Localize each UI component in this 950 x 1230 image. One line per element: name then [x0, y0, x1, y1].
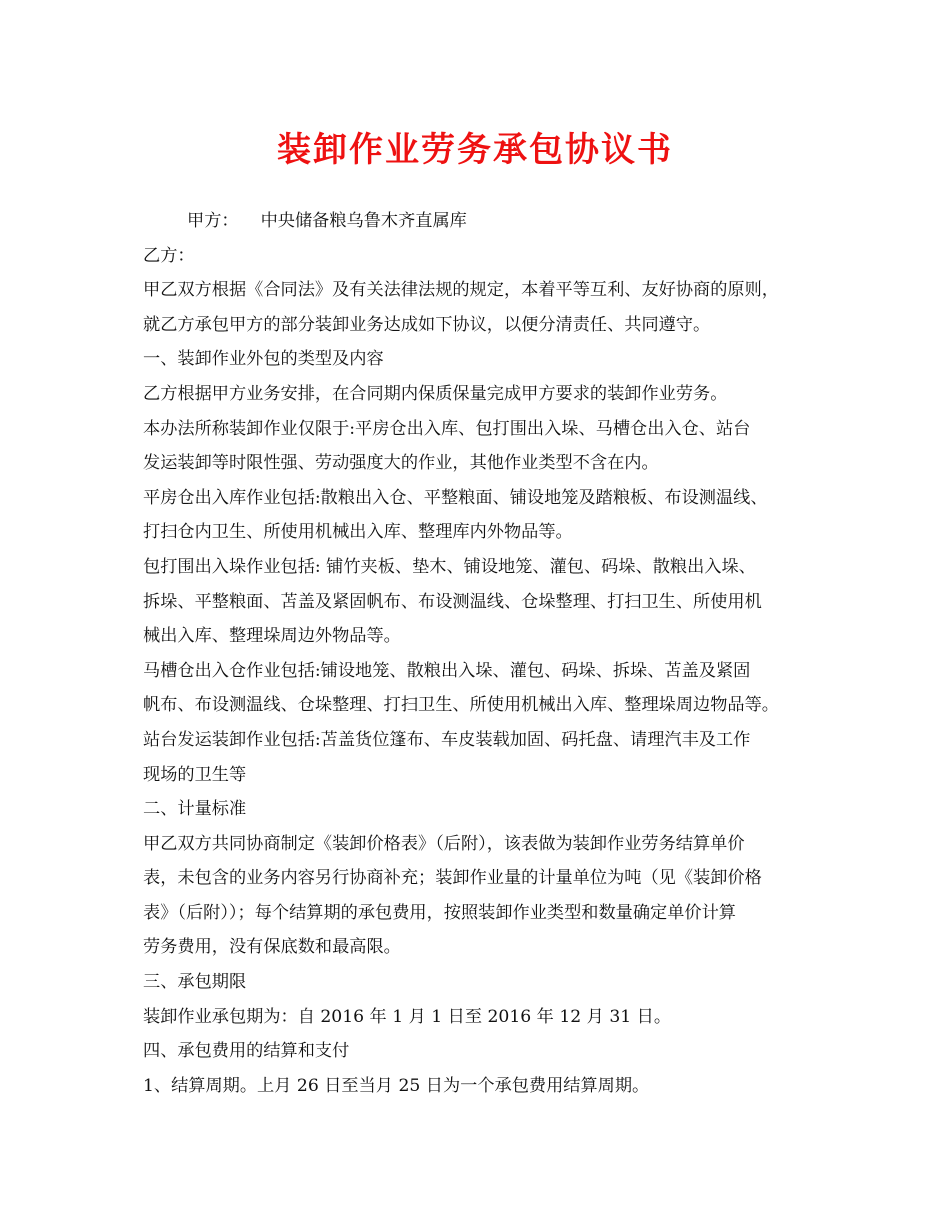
document-title: 装卸作业劳务承包协议书: [277, 130, 673, 170]
paragraph-line: 1、结算周期。上月 26 日至当月 25 日为一个承包费用结算周期。: [143, 1075, 650, 1096]
section-heading: 三、承包期限: [143, 972, 247, 993]
paragraph-line: 发运装卸等时限性强、劳动强度大的作业，其他作业类型不含在内。: [143, 453, 659, 474]
section-heading: 二、计量标准: [143, 799, 247, 820]
paragraph-line: 甲乙双方根据《合同法》及有关法律法规的规定，本着平等互利、友好协商的原则，: [143, 280, 779, 301]
paragraph-line: 现场的卫生等: [143, 764, 247, 785]
paragraph-line: 打扫仓内卫生、所使用机械出入库、整理库内外物品等。: [143, 522, 573, 543]
party-b-label: 乙方：: [143, 245, 195, 266]
section-heading: 一、装卸作业外包的类型及内容: [143, 349, 384, 370]
paragraph-line: 本办法所称装卸作业仅限于:平房仓出入库、包打围出入垛、马槽仓出入仓、站台: [143, 418, 751, 439]
paragraph-line: 站台发运装卸作业包括:苫盖货位篷布、车皮装载加固、码托盘、请理汽丰及工作: [143, 729, 751, 750]
paragraph-line: 拆垛、平整粮面、苫盖及紧固帆布、布设测温线、仓垛整理、打扫卫生、所使用机: [143, 591, 762, 612]
party-a-name: 中央储备粮乌鲁木齐直属库: [260, 211, 467, 231]
paragraph-line: 帆布、布设测温线、仓垛整理、打扫卫生、所使用机械出入库、整理垛周边物品等。: [143, 695, 779, 716]
paragraph-line: 马槽仓出入仓作业包括:铺设地笼、散粮出入垛、灌包、码垛、拆垛、苫盖及紧固: [143, 660, 751, 681]
party-a-line: [143, 204, 843, 239]
party-b-line: [143, 239, 843, 274]
paragraph-line: 包打围出入垛作业包括: 铺竹夹板、垫木、铺设地笼、灌包、码垛、散粮出入垛、: [143, 556, 756, 577]
paragraph-line: 劳务费用，没有保底数和最高限。: [143, 937, 401, 958]
paragraph-line: 表》（后附））；每个结算期的承包费用，按照装卸作业类型和数量确定单价计算: [143, 902, 736, 923]
paragraph-line: 乙方根据甲方业务安排，在合同期内保质保量完成甲方要求的装卸作业劳务。: [143, 383, 728, 404]
paragraph-line: 械出入库、整理垛周边外物品等。: [143, 626, 401, 647]
paragraph-line: 装卸作业承包期为：自 2016 年 1 月 1 日至 2016 年 12 月 31 日。: [143, 1006, 672, 1027]
party-a-label: 甲方：: [187, 211, 239, 231]
document-body: [143, 204, 843, 1103]
paragraph-line: 平房仓出入库作业包括:散粮出入仓、平整粮面、铺设地笼及踏粮板、布设测温线、: [143, 487, 768, 508]
paragraph-line: 甲乙双方共同协商制定《装卸价格表》（后附），该表做为装卸作业劳务结算单价: [143, 833, 745, 854]
paragraph-line: 表，未包含的业务内容另行协商补充；装卸作业量的计量单位为吨（见《装卸价格: [143, 868, 762, 889]
section-heading: 四、承包费用的结算和支付: [143, 1041, 350, 1062]
paragraph-line: 就乙方承包甲方的部分装卸业务达成如下协议，以便分清责任、共同遵守。: [143, 314, 711, 335]
